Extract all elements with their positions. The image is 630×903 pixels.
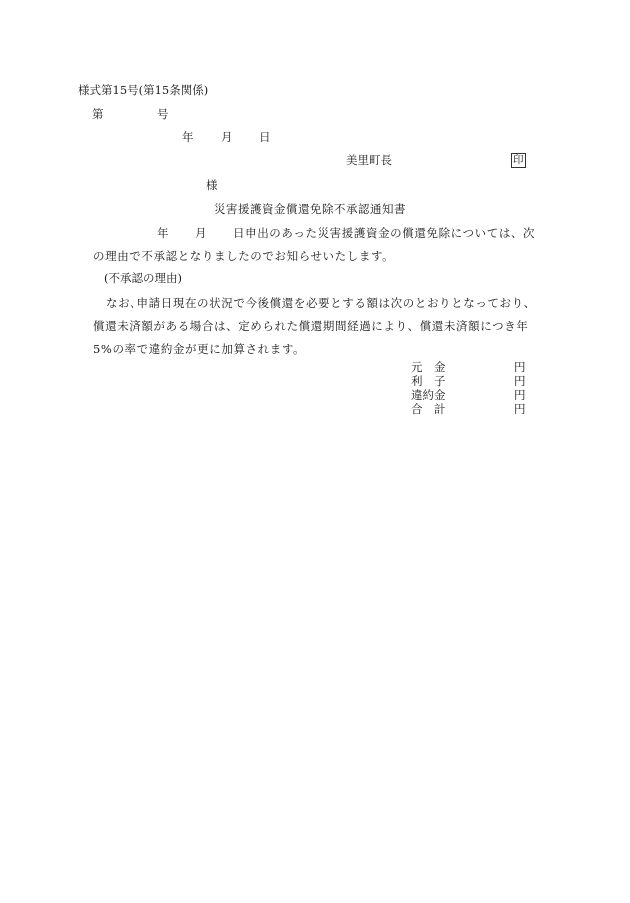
date-month: 月 xyxy=(221,130,233,144)
amount-label-interest: 利 子 xyxy=(411,374,446,388)
document-title: 災害援護資金償還免除不承認通知書 xyxy=(214,202,406,216)
date-year: 年 xyxy=(182,130,194,144)
body-paragraph-2-line-1: なお､申請日現在の状況で今後償還を必要とする額は次のとおりとなっており、 xyxy=(106,296,536,310)
doc-number-prefix: 第 xyxy=(92,107,104,121)
doc-number-suffix: 号 xyxy=(157,107,169,121)
issuer-title: 美里町長 xyxy=(346,153,392,167)
addressee-suffix: 様 xyxy=(206,178,218,192)
body-paragraph-2-line-3: 5%の率で違約金が更に加算されます。 xyxy=(93,342,306,356)
body-paragraph-2-line-2: 償還未済額がある場合は、定められた償還期間経過により、償還未済額につき年 xyxy=(93,319,529,333)
reason-heading: (不承認の理由) xyxy=(104,271,182,285)
form-title: 様式第15号(第15条関係) xyxy=(78,83,209,97)
body-month: 月 xyxy=(195,226,207,240)
amount-label-penalty: 違約金 xyxy=(411,388,446,402)
amount-unit-penalty: 円 xyxy=(514,388,526,402)
seal-box: 印 xyxy=(513,154,524,166)
body-paragraph-1-line-2: の理由で不承認となりましたのでお知らせいたします。 xyxy=(93,249,395,263)
body-year: 年 xyxy=(157,226,169,240)
date-day: 日 xyxy=(259,130,271,144)
amount-unit-total: 円 xyxy=(514,402,526,416)
amount-unit-interest: 円 xyxy=(514,374,526,388)
amount-label-principal: 元 金 xyxy=(411,360,446,374)
amount-unit-principal: 円 xyxy=(514,360,526,374)
body-paragraph-1-line-1: 日申出のあった災害援護資金の償還免除については、次 xyxy=(233,226,536,240)
seal-mark xyxy=(511,153,526,168)
amount-label-total: 合 計 xyxy=(411,402,446,416)
